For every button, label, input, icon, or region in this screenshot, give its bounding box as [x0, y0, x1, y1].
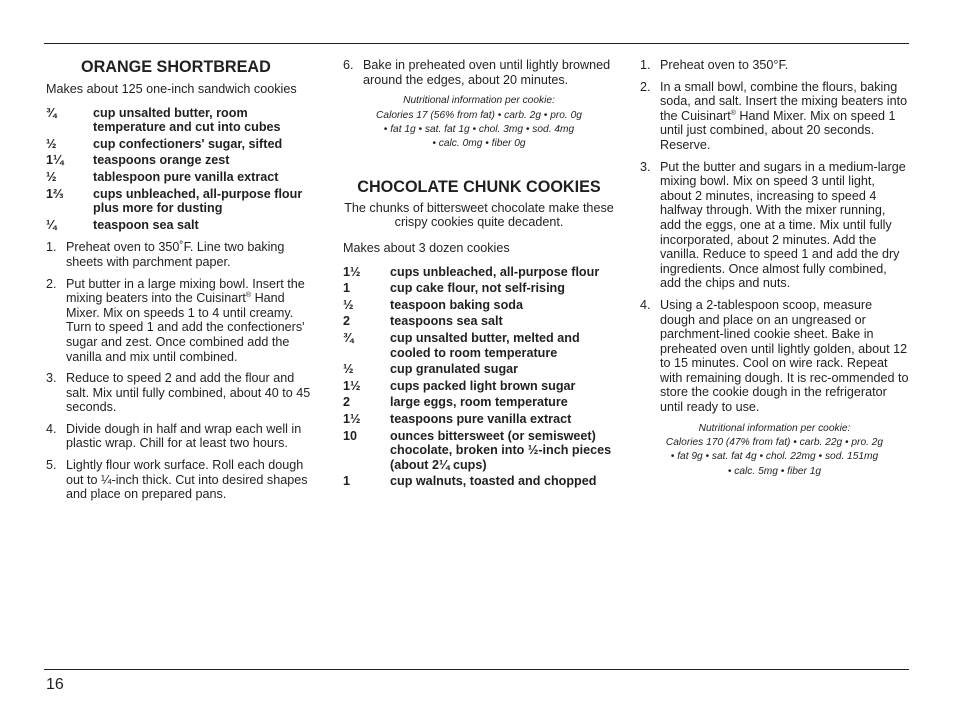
column-2: [343, 58, 615, 497]
chunk-title: CHOCOLATE CHUNK COOKIES: [357, 177, 601, 196]
nutrition-line: Calories 17 (56% from fat) • carb. 2g • pro. 0g: [376, 109, 582, 121]
chunk-yield: Makes about 3 dozen cookies: [343, 241, 510, 255]
ingredient-qty: 1¼: [46, 153, 64, 168]
column-1: [46, 58, 318, 509]
ingredient-row: [343, 429, 615, 473]
ingredient-qty: 2: [343, 395, 351, 410]
step-text: Bake in preheated oven until lightly browned around the edges, about 20 minutes.: [363, 58, 611, 87]
ingredient-qty: 2: [343, 314, 351, 329]
ingredient-qty: 1½: [343, 411, 361, 426]
ingredient-text: teaspoons orange zest: [93, 153, 230, 168]
chunk-ingredients: [343, 265, 615, 489]
step: [46, 371, 318, 415]
ingredient-row: [343, 412, 615, 427]
step: [46, 422, 318, 451]
shortbread-nutrition: [343, 94, 615, 152]
nutrition-line: • calc. 0mg • fiber 0g: [432, 138, 526, 150]
ingredient-row: [46, 153, 318, 168]
step-number: 1.: [46, 240, 57, 255]
ingredient-row: [46, 137, 318, 152]
nutrition-line: • calc. 5mg • fiber 1g: [727, 465, 822, 477]
nutrition-line: • fat 9g • sat. fat 4g • chol. 22mg • sod. 151mg: [670, 451, 879, 463]
step-number: 6.: [343, 58, 354, 72]
ingredient-qty: ¾: [343, 330, 354, 345]
step-number: 5.: [46, 458, 57, 473]
ingredient-row: [46, 170, 318, 185]
ingredient-qty: ½: [343, 362, 354, 377]
ingredient-text: cup unsalted butter, melted and cooled to room temperature: [390, 330, 580, 360]
step-text: Divide dough in half and wrap each well in plastic wrap. Chill for at least two hours.: [66, 421, 302, 451]
step: [46, 458, 318, 502]
step-text-b: Hand Mixer. Mix on speed 1 until just combined, about 20 seconds. Reserve.: [660, 108, 896, 152]
step: [46, 277, 318, 365]
step-text-a: In a small bowl, combine the flours, baking soda, and salt. Insert the mixing beaters into the Cuisinart: [660, 79, 908, 123]
ingredient-qty: 10: [343, 428, 358, 443]
step-number: 3.: [640, 159, 651, 174]
shortbread-title: ORANGE SHORTBREAD: [81, 58, 271, 76]
step-text: Using a 2-tablespoon scoop, measure dough and place on an ungreased or parchment-lined cookie sheet. Bake in preheated oven until lightly golden, about 12 to 15 minutes. Cool on wire rack. Repeat with remaining dough. It is rec-ommended to store the cookie dough in the refrigerator until ready to use.: [660, 297, 909, 415]
ingredient-qty: ¼: [46, 217, 57, 232]
registered-mark: ®: [245, 291, 252, 299]
ingredient-qty: ½: [46, 169, 57, 184]
page-number: 16: [46, 676, 64, 693]
ingredient-row: [46, 106, 318, 135]
top-rule: [44, 43, 909, 44]
chunk-intro: The chunks of bittersweet chocolate make these crispy cookies quite decadent.: [344, 200, 614, 230]
ingredient-text: large eggs, room temperature: [390, 395, 568, 410]
ingredient-qty: 1: [343, 474, 351, 489]
ingredient-qty: ½: [46, 136, 57, 151]
step-text: Put the butter and sugars in a medium-large mixing bowl. Mix on speed 3 until light, about 2 minutes, increasing to speed 4 halfway through. With the mixer running, add the eggs, one at a time. Mix until fully incorporated, about 2 minutes. Add the vanilla. Reduce to speed 1 and add the dry ingredients. Once almost fully combined, add the chips and nuts.: [660, 159, 906, 291]
nutrition-line: • fat 1g • sat. fat 1g • chol. 3mg • sod. 4mg: [383, 124, 575, 135]
nutrition-line: Nutritional information per cookie:: [403, 95, 555, 107]
step-text: [660, 80, 909, 153]
step: [640, 160, 909, 291]
ingredient-text: cup cake flour, not self-rising: [390, 281, 565, 296]
ingredient-qty: 1⅔: [46, 186, 64, 201]
ingredient-qty: 1½: [343, 264, 361, 279]
step: [343, 58, 615, 87]
ingredient-text: teaspoons sea salt: [390, 314, 503, 329]
shortbread-ingredients: [46, 106, 318, 233]
ingredient-row: [343, 362, 615, 377]
step-text: Preheat oven to 350˚F. Line two baking sheets with parchment paper.: [66, 240, 285, 269]
step: [46, 240, 318, 269]
step-text-a: Put butter in a large mixing bowl. Insert the mixing beaters into the Cuisinart: [66, 276, 305, 306]
step-number: 2.: [640, 79, 651, 94]
ingredient-text: cup unsalted butter, room temperature and cut into cubes: [93, 105, 281, 135]
ingredient-text: cups packed light brown sugar: [390, 378, 576, 393]
shortbread-yield: Makes about 125 one-inch sandwich cookies: [46, 82, 297, 96]
ingredient-row: [343, 298, 615, 313]
ingredient-text: ounces bittersweet (or semisweet) chocolate, broken into ½-inch pieces (about 2¼ cups): [390, 428, 612, 472]
registered-mark: ®: [730, 109, 736, 117]
chunk-nutrition: [640, 422, 909, 480]
ingredient-row: [343, 314, 615, 329]
ingredient-row: [343, 379, 615, 394]
nutrition-line: Calories 170 (47% from fat) • carb. 22g • pro. 2g: [665, 437, 884, 449]
ingredient-text: teaspoon sea salt: [93, 217, 199, 232]
nutrition-line: Nutritional information per cookie:: [698, 422, 851, 434]
ingredient-qty: 1: [343, 281, 351, 296]
ingredient-text: tablespoon pure vanilla extract: [93, 169, 279, 184]
step-text: Lightly flour work surface. Roll each dough out to ¼-inch thick. Cut into desired shapes and place on prepared pans.: [66, 458, 308, 502]
ingredient-text: cup walnuts, toasted and chopped: [390, 474, 597, 489]
column-3: [640, 58, 909, 479]
step-text: Preheat oven to 350°F.: [660, 58, 789, 72]
ingredient-qty: ¾: [46, 105, 57, 120]
step-text-b: Hand Mixer. Mix on speeds 1 to 4 until creamy. Turn to speed 1 and add the confectioners' sugar and zest. Once combined add the vanilla and mix until combined.: [66, 291, 305, 364]
ingredient-text: cups unbleached, all-purpose flour plus more for dusting: [93, 186, 303, 216]
ingredient-text: teaspoon baking soda: [390, 297, 523, 312]
ingredient-text: cup granulated sugar: [390, 362, 519, 377]
ingredient-text: cups unbleached, all-purpose flour: [390, 264, 600, 279]
step-number: 4.: [46, 421, 57, 436]
step: [640, 298, 909, 415]
step-number: 3.: [46, 371, 57, 386]
step: [640, 58, 909, 73]
ingredient-qty: 1½: [343, 378, 361, 393]
step-text: [66, 277, 318, 365]
step-number: 2.: [46, 276, 57, 291]
step: [640, 80, 909, 153]
ingredient-row: [343, 265, 615, 280]
ingredient-qty: ½: [343, 297, 354, 312]
bottom-rule: [44, 669, 909, 670]
ingredient-row: [46, 218, 318, 233]
step-number: 1.: [640, 58, 651, 72]
ingredient-text: cup confectioners' sugar, sifted: [93, 136, 283, 151]
step-text: Reduce to speed 2 and add the flour and salt. Mix until fully combined, about 40 to 45 seconds.: [66, 371, 311, 415]
ingredient-row: [343, 281, 615, 296]
ingredient-row: [46, 187, 318, 216]
ingredient-row: [343, 331, 615, 360]
step-number: 4.: [640, 297, 651, 312]
ingredient-text: teaspoons pure vanilla extract: [390, 411, 572, 426]
ingredient-row: [343, 474, 615, 489]
ingredient-row: [343, 395, 615, 410]
